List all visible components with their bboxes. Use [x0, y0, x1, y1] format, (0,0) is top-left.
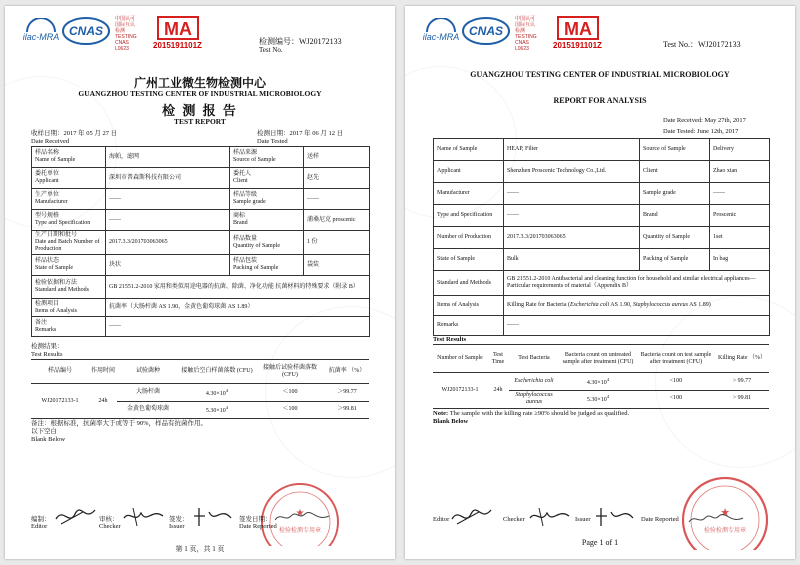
- test-time: 24h: [98, 397, 108, 404]
- results-table: [433, 346, 769, 407]
- field-label: Number of Production: [434, 227, 504, 249]
- field-value: ——: [106, 210, 230, 231]
- field-value: ——: [106, 189, 230, 210]
- cma-number: 2015191101Z: [153, 41, 202, 50]
- note-text: 备注：根据标准，抗菌率大于或等于 90%，样品有抗菌作用。: [31, 420, 208, 427]
- field-value: Proscenic: [710, 205, 770, 227]
- field-label: Applicant: [434, 161, 504, 183]
- center-name-cn: 广州工业微生物检测中心: [133, 76, 266, 90]
- field-value: 1set: [710, 227, 770, 249]
- issuer-label: Issuer: [575, 516, 591, 523]
- column-header: Test Time: [491, 351, 505, 365]
- svg-text:★: ★: [295, 508, 305, 519]
- checker-signature: [527, 504, 572, 528]
- test-count: ＜100: [282, 406, 298, 413]
- cnas-caption: 中国认可 国际互认 检测 TESTING CNAS L0623: [515, 16, 537, 52]
- standard-value: GB 21551.2-2010 Antibacterial and cleaning function for household and similar electrical appliances—Particular requirements of material（Appendix B）: [504, 271, 770, 296]
- date-handwritten: [273, 508, 333, 526]
- field-value: 2017.3.3/201703063065: [504, 227, 640, 249]
- results-table: [31, 361, 369, 418]
- field-label: Source of Sample: [640, 139, 710, 161]
- table-row: [434, 316, 770, 336]
- remarks-label: Remarks: [434, 316, 504, 336]
- report-page-chinese: [5, 6, 395, 559]
- field-value: Delivery: [710, 139, 770, 161]
- date-handwritten: [687, 510, 747, 528]
- page-number: 第 1 页，共 1 页: [175, 545, 225, 553]
- field-value: 赵先: [304, 168, 370, 189]
- table-row: [31, 384, 369, 401]
- items-value: Killing Rate for Bacteria (Escherichia coli AS 1.90, Staphylococcus aureus AS 1.89): [504, 296, 770, 316]
- table-row: [32, 299, 370, 317]
- field-value: ——: [710, 183, 770, 205]
- issuer-label: 签发： Issuer: [169, 516, 189, 530]
- table-row: [434, 227, 770, 249]
- date-reported-label: Date Reported: [641, 516, 679, 523]
- svg-text:MA: MA: [564, 19, 592, 39]
- column-header: Test Bacteria: [518, 355, 550, 362]
- field-label: Quantity of Sample: [640, 227, 710, 249]
- table-row: [32, 168, 370, 189]
- ilac-mra-logo: [423, 18, 459, 44]
- standard-label: Standard and Methods: [434, 271, 504, 296]
- divider: [433, 408, 769, 409]
- field-value: 送样: [304, 147, 370, 168]
- table-row: [32, 255, 370, 276]
- report-title-en: TEST REPORT: [174, 117, 226, 126]
- field-label: Packing of Sample: [640, 249, 710, 271]
- table-row: [434, 296, 770, 316]
- issuer-signature: [191, 504, 236, 528]
- field-label: 样品状态 State of Sample: [32, 255, 106, 276]
- standard-label: 检验依据和方法 Standard and Methods: [32, 276, 106, 299]
- table-row: [434, 161, 770, 183]
- report-page-english: [405, 6, 795, 559]
- column-header: 接触后试验样菌落数 (CFU): [262, 364, 317, 378]
- editor-label: 编制： Editor: [31, 516, 51, 530]
- field-label: 委托人 Client: [230, 168, 304, 189]
- field-value: 海帕，滤网: [106, 147, 230, 168]
- cnas-caption: 中国认可 国际互认 检测 TESTING CNAS L0623: [115, 16, 137, 52]
- results-label: Test Results: [433, 336, 467, 343]
- bacteria-name: Escherichia coli: [509, 373, 559, 390]
- table-row: [433, 373, 769, 390]
- field-label: 生产单位 Manufacturer: [32, 189, 106, 210]
- remarks-label: 备注 Remarks: [32, 317, 106, 337]
- test-number-en: Test No.: [259, 46, 283, 54]
- sample-info-table: [433, 138, 770, 336]
- field-value: ——: [304, 189, 370, 210]
- field-value: 浦桑尼克 proscenic: [304, 210, 370, 231]
- test-count: <100: [637, 373, 715, 390]
- table-row: [32, 189, 370, 210]
- test-time: 24h: [493, 386, 503, 393]
- table-row: [32, 231, 370, 255]
- field-label: 商标 Brand: [230, 210, 304, 231]
- report-title-en: REPORT FOR ANALYSIS: [553, 96, 647, 105]
- kill-rate: ＞99.77: [325, 384, 369, 401]
- blank-count: $4.30\times 10^4$: [559, 373, 637, 390]
- blank-below: 以下空白 Blank Below: [31, 428, 66, 443]
- remarks-value: ——: [504, 316, 770, 336]
- column-header: 样品编号: [47, 368, 72, 375]
- table-row: [32, 317, 370, 337]
- cnas-logo: [461, 16, 511, 46]
- test-number: Test No.：WJ20172133: [663, 40, 741, 49]
- cnas-logo: [61, 16, 111, 46]
- report-title-cn: 检 测 报 告: [162, 103, 238, 118]
- column-header: Bacteria count on test sample after treatment (CFU): [640, 351, 712, 365]
- column-header: Number of Sample: [437, 355, 483, 362]
- sample-number: WJ20172133-1: [41, 397, 79, 404]
- table-row: [434, 183, 770, 205]
- date-tested: 检测日期：2017 年 06 月 12 日 Date Tested: [257, 130, 344, 145]
- page-number: Page 1 of 1: [581, 538, 619, 547]
- field-value: 1 份: [304, 231, 370, 255]
- divider: [433, 344, 769, 345]
- svg-text:ilac-MRA: ilac-MRA: [423, 32, 459, 42]
- date-reported-label: 签发日期： Date Reported: [239, 516, 277, 530]
- remarks-value: ——: [106, 317, 370, 337]
- field-label: 样品数量 Quantity of Sample: [230, 231, 304, 255]
- cma-logo: [157, 16, 199, 40]
- field-label: Brand: [640, 205, 710, 227]
- blank-below: Blank Below: [433, 418, 469, 425]
- table-row: [434, 249, 770, 271]
- table-row: [434, 139, 770, 161]
- column-header: Bacteria count on untreated sample after treatment (CFU): [562, 351, 634, 365]
- field-value: Bulk: [504, 249, 640, 271]
- field-label: 样品包装 Packing of Sample: [230, 255, 304, 276]
- editor-label: Editor: [433, 516, 450, 523]
- field-label: 样品名称 Name of Sample: [32, 147, 106, 168]
- field-label: Name of Sample: [434, 139, 504, 161]
- field-value: Shenzhen Proscenic Technology Co.,Ltd.: [504, 161, 640, 183]
- blank-count: $5.30\times 10^4$: [586, 394, 610, 404]
- field-label: State of Sample: [434, 249, 504, 271]
- editor-signature: [449, 504, 494, 528]
- table-row: [434, 271, 770, 296]
- column-header: 接触后空白样菌落数 (CFU): [181, 368, 253, 375]
- ilac-mra-logo: [23, 18, 59, 44]
- column-header: 作用时间: [91, 368, 116, 375]
- table-row: [32, 210, 370, 231]
- test-number: 检测编号：WJ20172133: [259, 37, 342, 46]
- table-row: [434, 205, 770, 227]
- standard-value: GB 21551.2-2010 家用和类似用途电器的抗菌、除菌、净化功能 抗菌材料的特殊要求（附录 B）: [106, 276, 370, 299]
- column-header: 抗菌率 （%）: [328, 368, 366, 375]
- blank-count: $4.30\times 10^4$: [179, 384, 255, 401]
- field-value: ——: [504, 205, 640, 227]
- test-count: <100: [669, 395, 683, 402]
- field-label: 委托单位 Applicant: [32, 168, 106, 189]
- center-name-en: GUANGZHOU TESTING CENTER OF INDUSTRIAL MICROBIOLOGY: [78, 89, 322, 98]
- field-label: 生产日期和批号 Date and Batch Number of Production: [32, 231, 106, 255]
- kill-rate: > 99.81: [732, 395, 752, 402]
- field-label: Manufacturer: [434, 183, 504, 205]
- date-tested: Date Tested: June 12th, 2017: [663, 128, 739, 135]
- results-header-row: [433, 346, 769, 372]
- note-text: Note: The sample with the killing rate ≥90% should be judged as qualified.: [433, 410, 630, 417]
- bacteria-name: Staphylococcus aureus: [515, 391, 553, 405]
- column-header: 试验菌种: [135, 368, 160, 375]
- checker-signature: [121, 504, 166, 528]
- items-label: 检测项目 Items of Analysis: [32, 299, 106, 317]
- field-value: In bag: [710, 249, 770, 271]
- svg-text:检验检测专用章: 检验检测专用章: [278, 528, 322, 534]
- field-value: 深圳市普森斯科技有限公司: [106, 168, 230, 189]
- table-row: [32, 147, 370, 168]
- svg-text:ilac-MRA: ilac-MRA: [23, 32, 59, 42]
- results-header-row: [31, 361, 369, 383]
- date-received: Date Received: May 27th, 2017: [663, 117, 746, 124]
- bacteria-name: 金黄色葡萄球菌: [126, 406, 169, 413]
- items-label: Items of Analysis: [434, 296, 504, 316]
- center-name-en: GUANGZHOU TESTING CENTER OF INDUSTRIAL MICROBIOLOGY: [470, 70, 730, 79]
- kill-rate: > 99.77: [715, 373, 769, 390]
- cma-number: 2015191101Z: [553, 41, 602, 50]
- field-value: 2017.3.3/201703063065: [106, 231, 230, 255]
- sample-info-table: [31, 146, 370, 337]
- blank-count: $5.30\times 10^4$: [205, 405, 229, 415]
- date-received: 收样日期：2017 年 05 月 27 日 Date Received: [31, 130, 118, 145]
- bacteria-name: 大肠杆菌: [117, 384, 179, 401]
- svg-text:★: ★: [720, 507, 730, 519]
- field-label: 样品来源 Source of Sample: [230, 147, 304, 168]
- checker-label: Checker: [503, 516, 525, 523]
- sample-number: WJ20172133-1: [441, 386, 479, 393]
- divider: [31, 359, 369, 360]
- field-label: 样品等级 Sample grade: [230, 189, 304, 210]
- field-label: Client: [640, 161, 710, 183]
- kill-rate: ＞99.81: [337, 406, 357, 413]
- field-label: 型号规格 Type and Specification: [32, 210, 106, 231]
- checker-label: 审核： Checker: [99, 516, 121, 530]
- svg-text:检验检测专用章: 检验检测专用章: [703, 528, 747, 534]
- field-label: Type and Specification: [434, 205, 504, 227]
- field-value: ——: [504, 183, 640, 205]
- results-label: 检测结果： Test Results: [31, 343, 64, 358]
- field-value: Zhao xian: [710, 161, 770, 183]
- column-header: Killing Rate （%）: [718, 355, 766, 362]
- field-value: 袋装: [304, 255, 370, 276]
- test-count: ＜100: [255, 384, 325, 401]
- svg-text:CNAS: CNAS: [468, 24, 504, 38]
- issuer-signature: [593, 504, 638, 528]
- cma-logo: [557, 16, 599, 40]
- items-value: 抗菌率（大肠杆菌 AS 1.90，金黄色葡萄球菌 AS 1.89）: [106, 299, 370, 317]
- field-value: 块状: [106, 255, 230, 276]
- editor-signature: [53, 504, 98, 528]
- table-row: [32, 276, 370, 299]
- field-value: HEAP, Filter: [504, 139, 640, 161]
- svg-text:CNAS: CNAS: [68, 24, 104, 38]
- svg-text:MA: MA: [164, 19, 192, 39]
- divider: [31, 418, 369, 419]
- field-label: Sample grade: [640, 183, 710, 205]
